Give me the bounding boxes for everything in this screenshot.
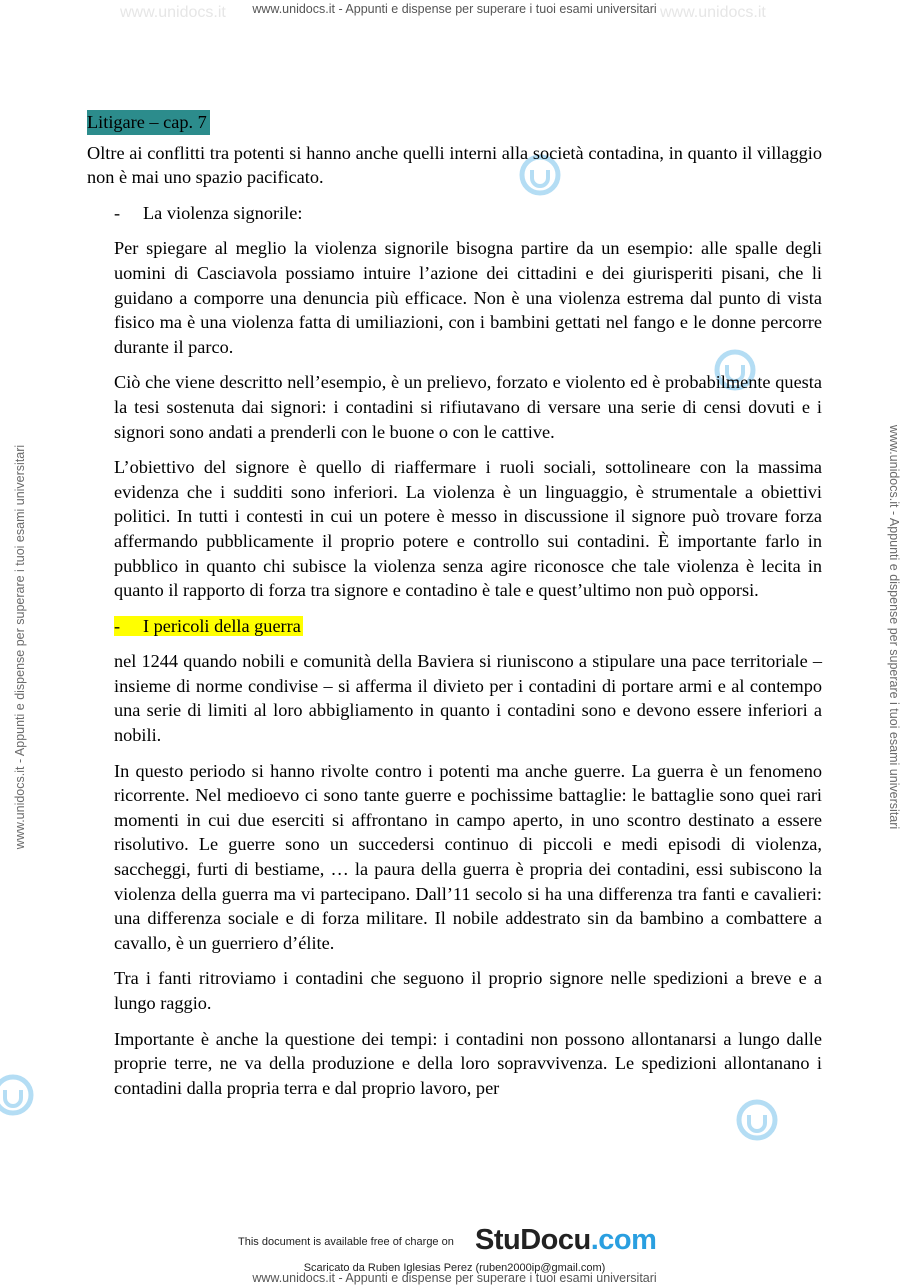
paragraph: Importante è anche la questione dei tempi: i contadini non possono allontanarsi a lungo dalle proprie terre, ne va della produzione e della loro sopravvivenza. Le spedizioni allontanano i contadini dalla propria terra e dal proprio lavoro, per	[114, 1028, 822, 1098]
download-attribution: Scaricato da Ruben Iglesias Perez (ruben2000ip@gmail.com)	[303, 1262, 606, 1274]
bullet-violenza-signorile	[114, 201, 822, 226]
side-watermark-right: www.unidocs.it - Appunti e dispense per superare i tuoi esami universitari	[887, 424, 901, 830]
studocu-logo[interactable]	[475, 1224, 656, 1257]
header-watermark: www.unidocs.it - Appunti e dispense per superare i tuoi esami universitari	[252, 2, 657, 16]
footer-watermark: www.unidocs.it - Appunti e dispense per superare i tuoi esami universitari	[252, 1271, 657, 1285]
document-body	[87, 110, 822, 1111]
intro-paragraph: Oltre ai conflitti tra potenti si hanno anche quelli interni alla società contadina, in quanto il villaggio non è mai uno spazio pacificato.	[87, 142, 822, 188]
logo-suffix: .com	[590, 1224, 657, 1256]
paragraph: Ciò che viene descritto nell’esempio, è un prelievo, forzato e violento ed è probabilmente questa la tesi sostenuta dai signori: i contadini si rifiutavano di versare una serie di censi dovuti e i signori sono andati a prenderli con le buone o con le cattive.	[114, 372, 822, 442]
ghost-watermark: www.unidocs.it	[120, 4, 226, 21]
paragraph: In questo periodo si hanno rivolte contro i potenti ma anche guerre. La guerra è un fenomeno ricorrente. Nel medioevo ci sono tante guerre e pochissime battaglie: le battaglie sono quei rari momenti in cui due eserciti si affrontano in campo aperto, in uno scontro destinato a essere risolutivo. Le guerre sono un succedersi continuo di piccoli e medi episodi di violenza, saccheggi, furti di bestiame, … la paura della guerra è propria dei contadini, essi subiscono la violenza della guerra ma vi partecipano. Dall’11 secolo si ha una differenza tra fanti e cavalieri: una differenza sociale e di forza militare. Il nobile addestrato sin da bambino a combattere a cavallo, è un guerriero d’élite.	[114, 760, 822, 953]
side-watermark-left: www.unidocs.it - Appunti e dispense per superare i tuoi esami universitari	[13, 444, 27, 850]
logo-main: StuDocu	[475, 1224, 591, 1256]
paragraph: Tra i fanti ritroviamo i contadini che seguono il proprio signore nelle spedizioni a breve e a lungo raggio.	[114, 968, 822, 1013]
paragraph: Per spiegare al meglio la violenza signorile bisogna partire da un esempio: alle spalle degli uomini di Casciavola possiamo intuire l’azione dei cittadini e dei giurisperiti pisani, che li guidano a comporre una denuncia più efficace. Non è una violenza estrema dal punto di vista fisico ma è una violenza fatta di umiliazioni, con i bambini gettati nel fango e le donne percorre durante il parco.	[114, 238, 822, 357]
bullet-dash: -	[114, 202, 121, 223]
availability-caption: This document is available free of charge on	[238, 1236, 454, 1248]
bullet-label: La violenza signorile:	[143, 202, 303, 223]
chapter-title: Litigare – cap. 7	[87, 110, 210, 135]
unidocs-logo-icon	[0, 1070, 38, 1120]
ghost-watermark: www.unidocs.it	[660, 4, 766, 21]
paragraph: L’obiettivo del signore è quello di riaffermare i ruoli sociali, sottolineare con la massima evidenza che i sudditi sono inferiori. La violenza è un linguaggio, è strumentale a obiettivi politici. In tutti i contesti in cui un potere è messo in discussione il signore può trovare forza affermando pubblicamente il proprio potere e controllo sui contadini. È importante farlo in pubblico in quanto chi subisce la violenza senza agire riconosce che tale violenza è lecita in quanto il rapporto di forza tra signore e contadino è tale e quest’ultimo non può opporsi.	[114, 457, 822, 601]
highlighted-heading: - I pericoli della guerra	[114, 615, 301, 636]
paragraph: nel 1244 quando nobili e comunità della Baviera si riuniscono a stipulare una pace territoriale – insieme di norme condivise – si afferma il divieto per i contadini di portare armi e al contempo una serie di limiti al loro abbigliamento in quanto i contadini sono e devono essere inferiori a nobili.	[114, 651, 822, 746]
bullet-pericoli-guerra	[114, 614, 822, 639]
